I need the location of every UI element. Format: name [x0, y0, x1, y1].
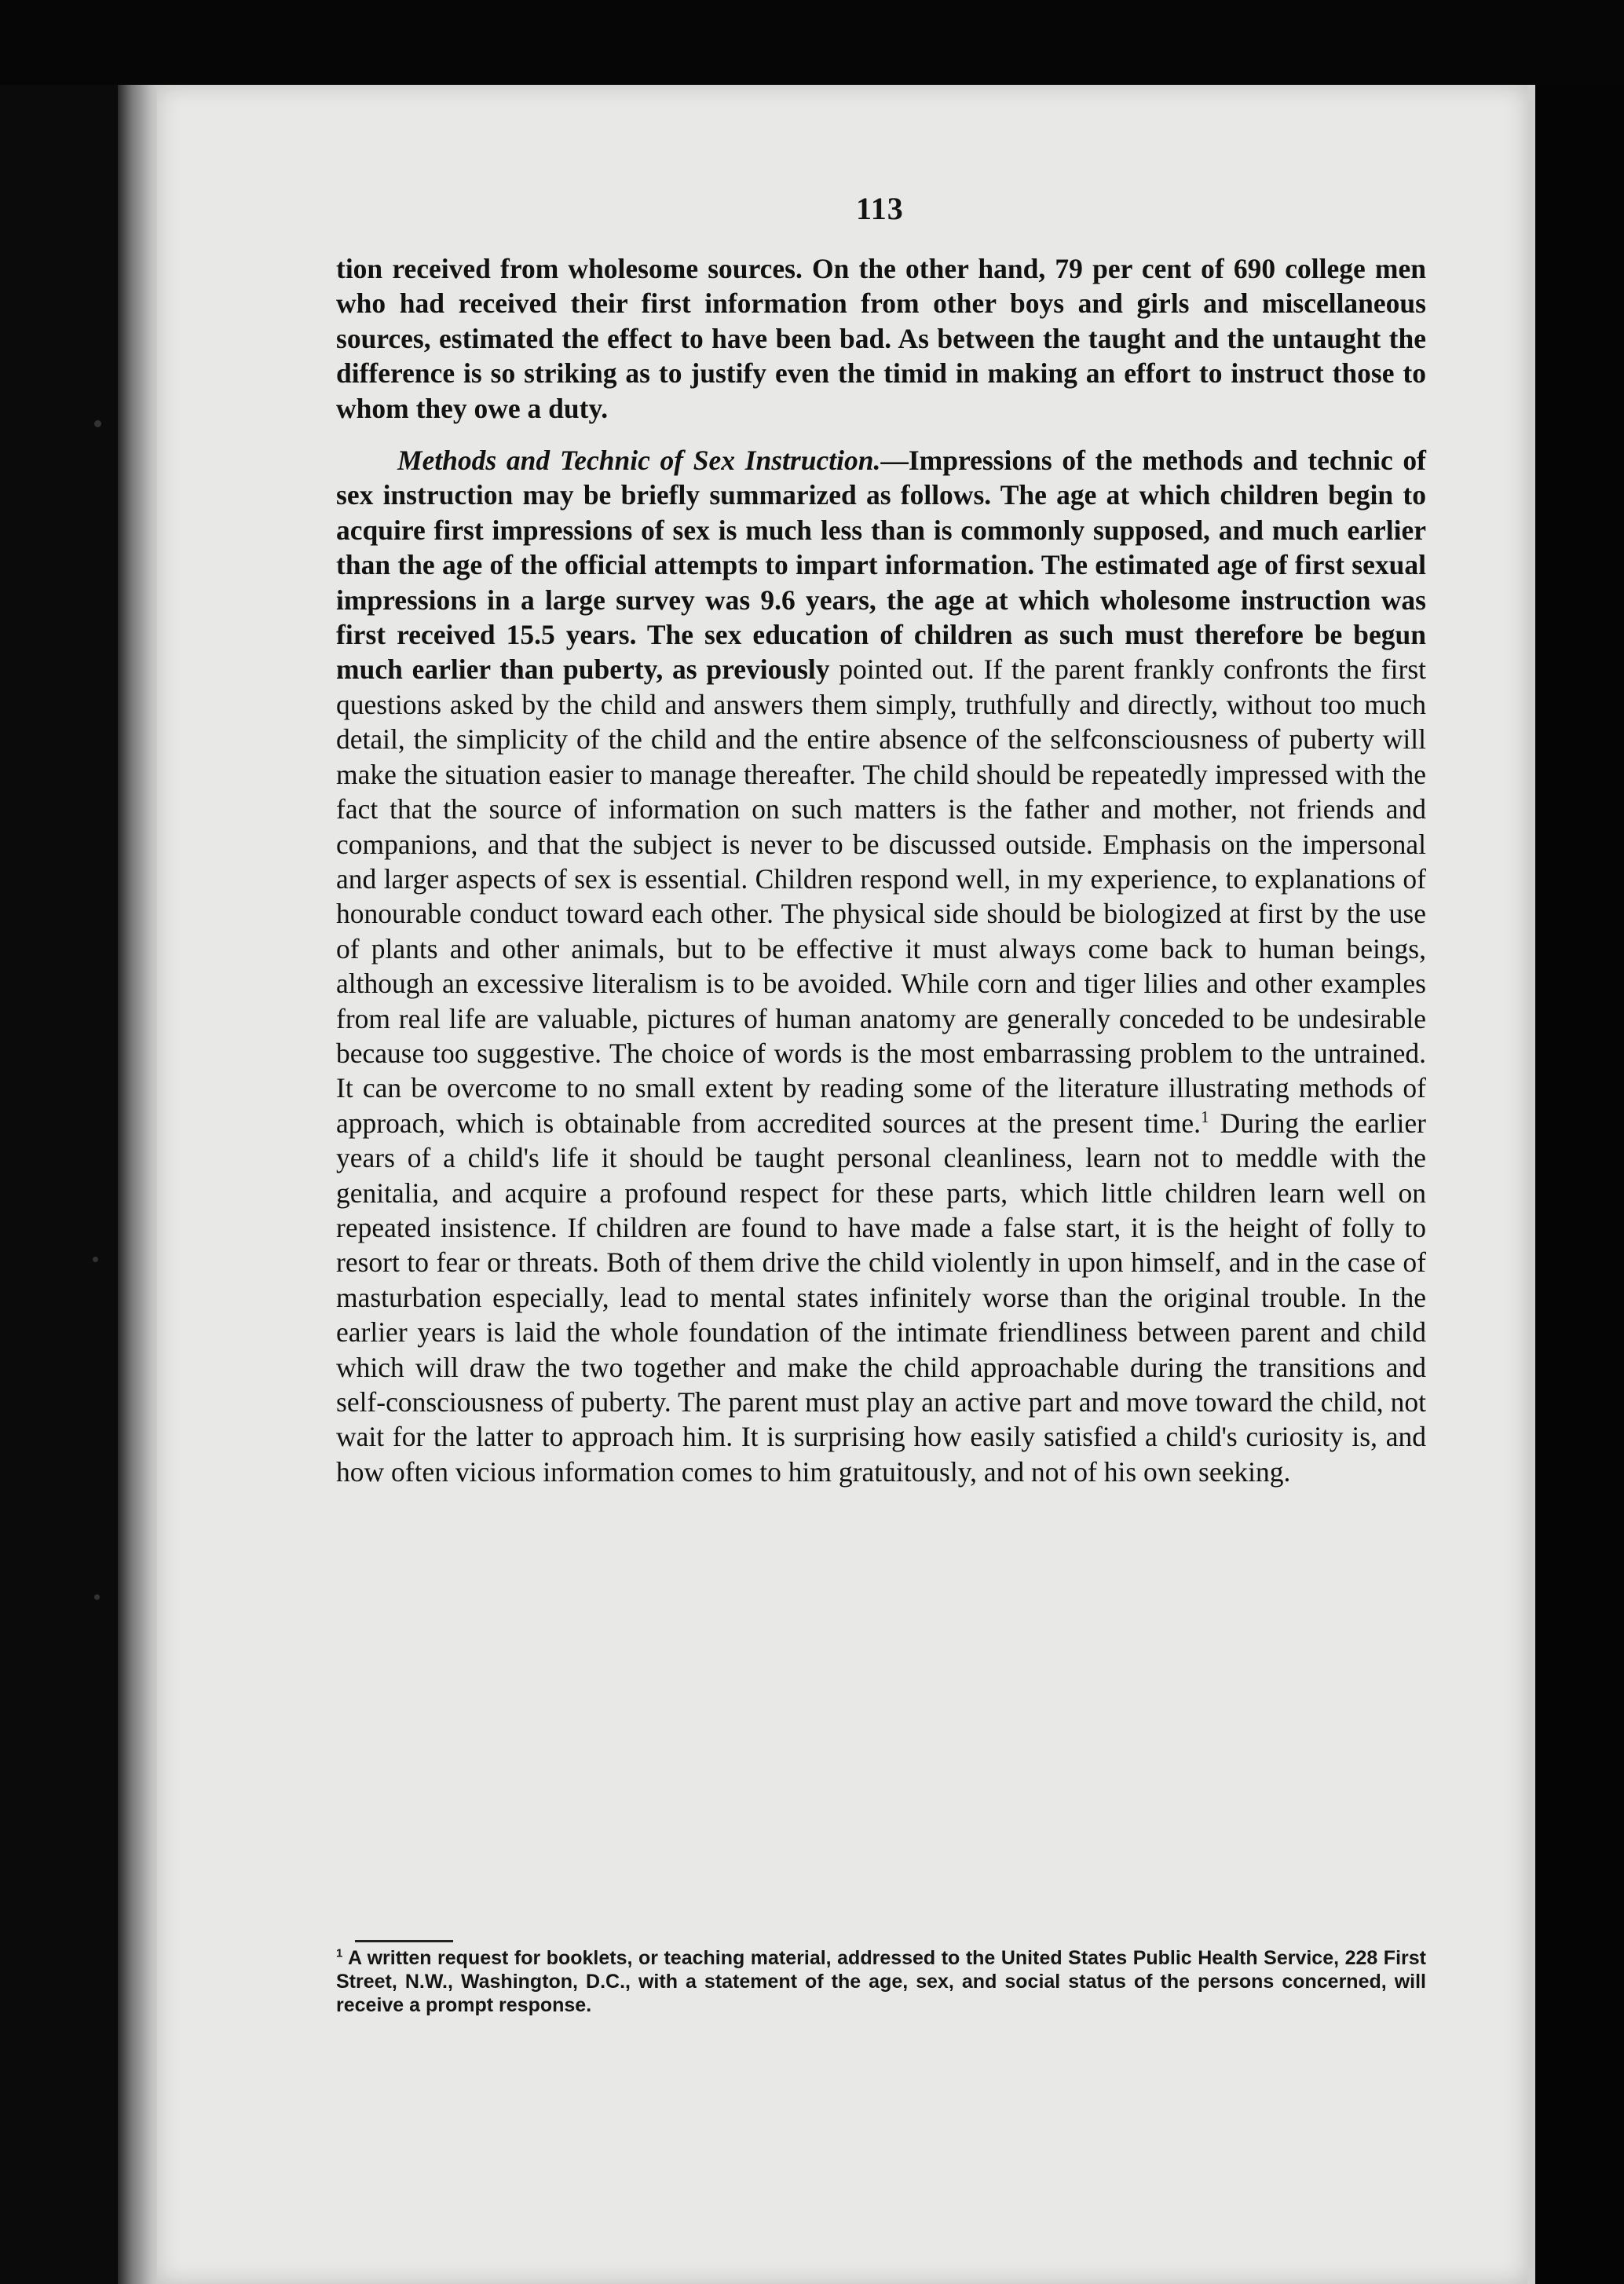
scan-background-top	[0, 0, 1624, 85]
footnote-marker: 1	[336, 1946, 343, 1960]
footnote	[336, 1946, 1426, 2017]
section-heading: Methods and Technic of Sex Instruction.	[397, 445, 881, 477]
footnote-divider	[355, 1940, 453, 1942]
paragraph-methods	[336, 443, 1426, 1489]
body-text	[336, 251, 1426, 1489]
scan-speck	[93, 1257, 98, 1262]
paragraph-body-continued: During the earlier years of a child's life it should be taught personal cleanliness, learn not to meddle with the genitalia, and acquire a profound respect for these parts, which little children learn well on repeated insistence. If children are found to have made a false start, it is the height of folly to resort to fear or threats. Both of them drive the child violently in upon himself, and in the case of masturbation especially, lead to mental states infinitely worse than the original trouble. In the earlier years is laid the whole foundation of the intimate friendliness between parent and child which will draw the two together and make the child approachable during the transitions and self-consciousness of puberty. The parent must play an active part and move toward the child, not wait for the latter to approach him. It is surprising how easily satisfied a child's curiosity is, and how often vicious information comes to him gratuitously, and not of his own seeking.	[336, 1107, 1426, 1488]
paragraph-lead: —Impressions of the methods and technic of sex instruction may be briefly summarized as follows. The age at which children begin to acquire first impressions of sex is much less than is commonly supposed, and much earlier than the age of the official attempts to impart information. The estimated age of first sexual impressions in a large survey was 9.6 years, the age at which wholesome instruction was first received 15.5 years. The sex education of children as such must therefore be begun much earlier than puberty, as previously	[336, 445, 1426, 686]
paragraph-continuation: tion received from wholesome sources. On the other hand, 79 per cent of 690 college men who had received their first information from other boys and girls and miscellaneous sources, estimated the effect to have been bad. As between the taught and the untaught the difference is so striking as to justify even the timid in making an effort to instruct those to whom they owe a duty.	[336, 253, 1426, 424]
footnote-text: A written request for booklets, or teaching material, addressed to the United States Public Health Service, 228 First Street, N.W., Washington, D.C., with a statement of the age, sex, and social status of the persons concerned, will receive a prompt response.	[336, 1947, 1426, 2016]
scan-speck	[94, 1594, 100, 1600]
paragraph-body: pointed out. If the parent frankly confronts the first questions asked by the child and answers them simply, truthfully and directly, without too much detail, the simplicity of the child and the entire absence of the selfconsciousness of puberty will make the situation easier to manage thereafter. The child should be repeatedly impressed with the fact that the source of information on such matters is the father and mother, not friends and companions, and that the subject is never to be discussed outside. Emphasis on the impersonal and larger aspects of sex is essential. Children respond well, in my experience, to explanations of honourable conduct toward each other. The physical side should be biologized at first by the use of plants and other animals, but to be effective it must always come back to human beings, although an excessive literalism is to be avoided. While corn and tiger lilies and other examples from real life are valuable, pictures of human anatomy are generally conceded to be undesirable because too suggestive. The choice of words is the most embarrassing problem to the untrained. It can be overcome to no small extent by reading some of the literature illustrating methods of approach, which is obtainable from accredited sources at the present time.	[336, 653, 1426, 1139]
footnote-reference: 1	[1201, 1107, 1209, 1126]
scan-speck	[94, 420, 101, 427]
scan-background-right	[1527, 85, 1624, 2284]
page-number: 113	[856, 191, 904, 226]
